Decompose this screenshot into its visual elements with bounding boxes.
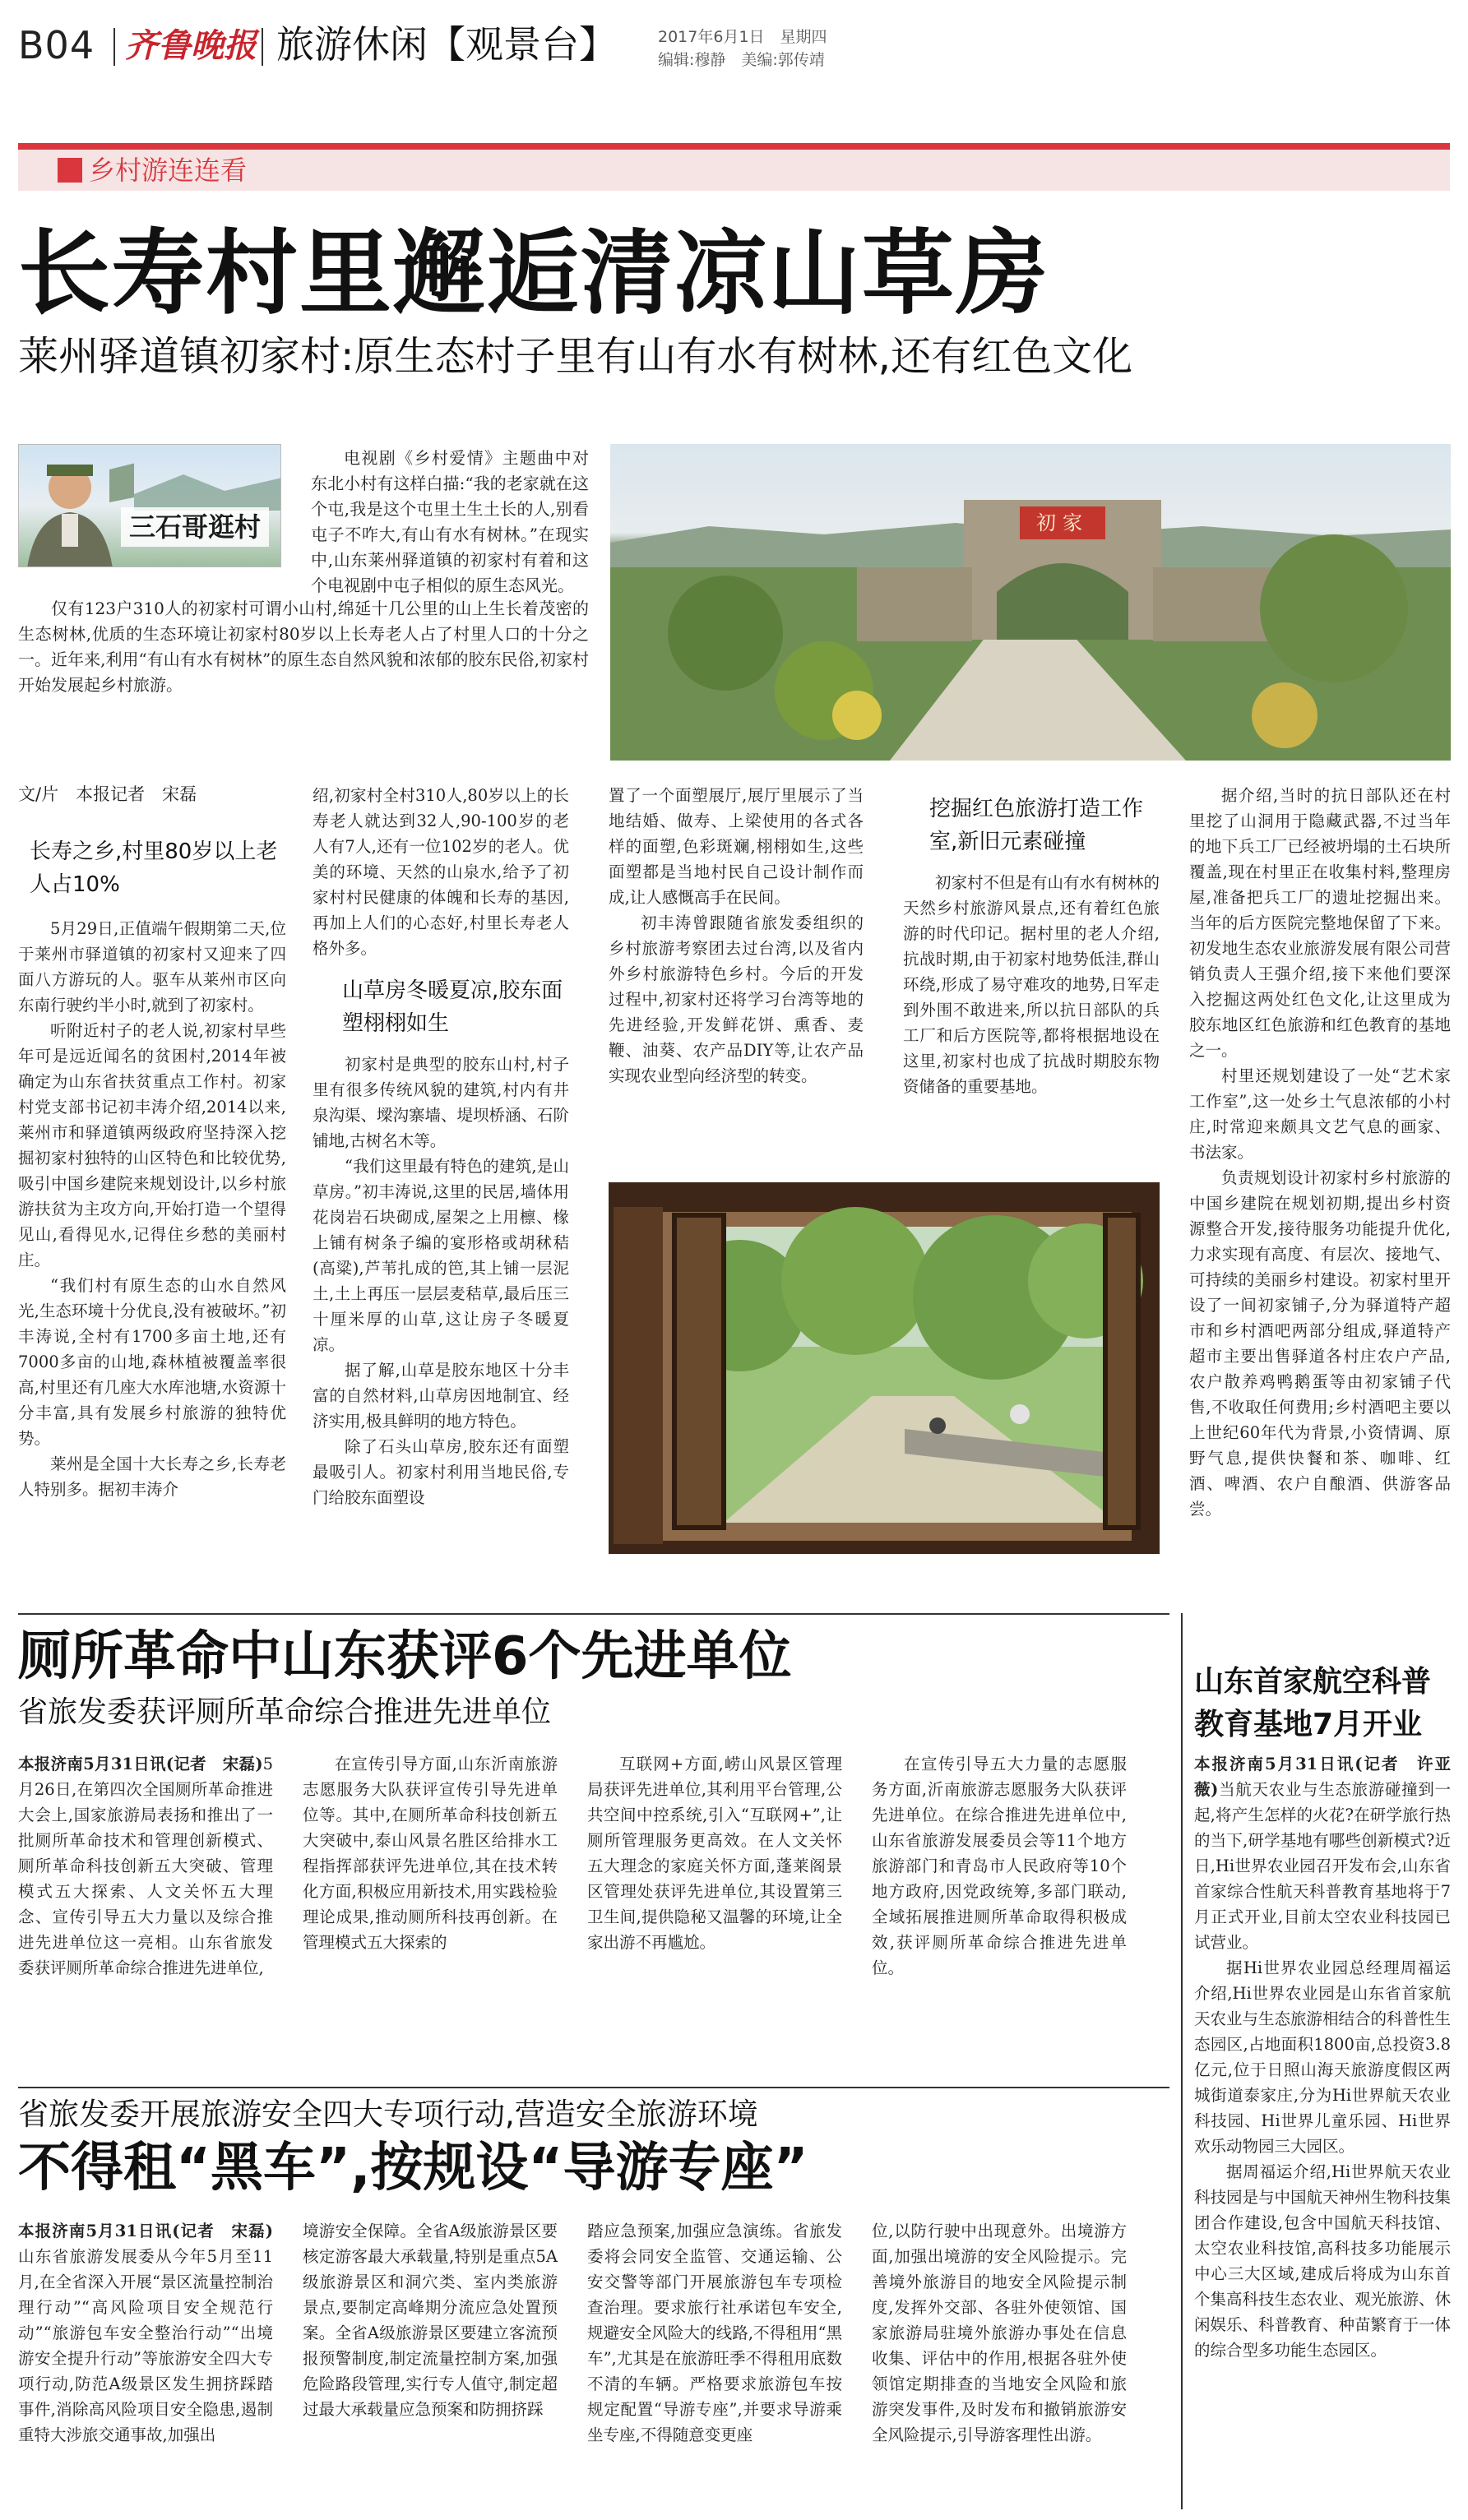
issue-date: 2017年6月1日 星期四 bbox=[658, 28, 827, 46]
window-photo-drawing bbox=[609, 1182, 1160, 1554]
subhead-red-tourism: 挖掘红色旅游打造工作室,新旧元素碰撞 bbox=[929, 797, 1144, 854]
lead-column-2 bbox=[313, 783, 569, 1510]
section-divider bbox=[18, 1613, 1169, 1615]
lead-deck: 莱州驿道镇初家村:原生态村子里有山有水有树林,还有红色文化 bbox=[18, 333, 1133, 380]
masthead-divider bbox=[113, 28, 115, 66]
toilet-deck: 省旅发委获评厕所革命综合推进先进单位 bbox=[18, 1695, 552, 1729]
paragraph: 据介绍,当时的抗日部队还在村里挖了山洞用于隐藏武器,不过当年的地下兵工厂已经被坍塌的土石块所覆盖,现在村里正在收集村料,整理房屋,准备把兵工厂的遗址挖掘出来。当年的后方医院完整地保留了下来。初发地生态农业旅游发展有限公司营销负责人王强介绍,接下来他们要深入挖掘这两处红色文化,让这里成为胶东地区红色旅游和红色教育的基地之一。 bbox=[1189, 786, 1451, 1060]
dateline: 本报济南5月31日讯(记者 宋磊) bbox=[18, 2222, 273, 2240]
safety-kicker: 省旅发委开展旅游安全四大专项行动,营造安全旅游环境 bbox=[18, 2097, 758, 2132]
paragraph: 初丰涛曾跟随省旅发委组织的乡村旅游考察团去过台湾,以及省内外乡村旅游特色乡村。今后的开发过程中,初家村还将学习台湾等地的先进经验,开发鲜花饼、熏香、麦鞭、油葵、农产品DIY等,让农产品实现农业型向经济型的转变。 bbox=[609, 913, 864, 1085]
mountain-icon bbox=[19, 445, 281, 567]
page-number: B04 bbox=[18, 23, 95, 67]
paragraph: 据周福运介绍,Hi世界航天农业科技园是与中国航天神州生物科技集团合作建设,包含中国航天科技馆、太空农业科技馆,高科技多功能展示中心三大区域,建成后将成为山东首个集高科技生态农业、观光旅游、休闲娱乐、科普教育、种苗繁育于一体的综合型多功能生态园区。 bbox=[1194, 2162, 1452, 2360]
paragraph: 据Hi世界农业园总经理周福运介绍,Hi世界农业园是山东省首家航天农业与生态旅游相结合的科普性生态园区,占地面积1800亩,总投资3.8亿元,位于日照山海天旅游度假区两城街道泰家庄,分为Hi世界航天农业科技园、Hi世界儿童乐园、Hi世界欢乐动物园三大园区。 bbox=[1194, 1958, 1452, 2156]
paragraph: 在宣传引导方面,山东沂南旅游志愿服务大队获评宣传引导先进单位等。其中,在厕所革命科技创新五大突破中,泰山风景名胜区给排水工程指挥部获评先进单位,其在技术转化方面,积极应用新技术,用实践检验理论成果,推动厕所科技再创新。在管理模式五大探索的 bbox=[303, 1755, 558, 1952]
paragraph: 境游安全保障。全省A级旅游景区要核定游客最大承载量,特别是重点5A级旅游景区和洞穴类、室内类旅游景点,要制定高峰期分流应急处置预案。全省A级旅游景区要建立客流预报预警制度,制定流量控制方案,加强危险路段管理,实行专人值守,制定超过最大承载量应急预案和防拥挤踩 bbox=[303, 2222, 558, 2419]
subhead-longevity: 长寿之乡,村里80岁以上老人占10% bbox=[30, 839, 278, 897]
tag-label: 乡村游连连看 bbox=[89, 155, 248, 186]
paragraph: 在宣传引导五大力量的志愿服务方面,沂南旅游志愿服务大队获评先进单位。在综合推进先进单位中,山东省旅游发展委员会等11个地方旅游部门和青岛市人民政府等10个地方政府,因党政统筹,多部门联动,全域拓展推进厕所革命取得积极成效,获评厕所革命综合推进先进单位。 bbox=[872, 1755, 1127, 1977]
paper-logo: 齐鲁晚报 bbox=[125, 26, 257, 65]
paragraph-text: 当航天农业与生态旅游碰撞到一起,将产生怎样的火花?在研学旅行热的当下,研学基地有哪些创新模式?近日,Hi世界农业园召开发布会,山东省首家综合性航天科普教育基地将于7月正式开业,目前太空农业科技园已试营业。 bbox=[1194, 1780, 1451, 1952]
safety-column-4 bbox=[872, 2218, 1127, 2448]
paragraph: 5月29日,正值端午假期第二天,位于莱州市驿道镇的初家村又迎来了四面八方游玩的人。驱车从莱州市区向东南行驶约半小时,就到了初家村。 bbox=[18, 919, 286, 1015]
paragraph: 互联网+方面,崂山风景区管理局获评先进单位,其利用平台管理,公共空间中控系统,引入“互联网+”,让厕所管理服务更高效。在人文关怀五大理念的家庭关怀方面,蓬莱阁景区管理处获评先进单位,其设置第三卫生间,提供隐秘又温馨的环境,让全家出游不再尴尬。 bbox=[587, 1755, 842, 1952]
window-view-photo bbox=[609, 1182, 1160, 1554]
toilet-column-3 bbox=[587, 1751, 842, 1955]
lead-column-5 bbox=[1189, 783, 1451, 1522]
tag-square bbox=[58, 158, 82, 183]
paragraph: “我们这里最有特色的建筑,是山草房。”初丰涛说,这里的民居,墙体用花岗岩石块砌成,屋架之上用檩、椽上铺有树条子编的宴形格或胡秫秸(高粱),芦苇扎成的笆,其上铺一层泥土,土上再压一层层麦秸草,最后压三十厘米厚的山草,这让房子冬暖夏凉。 bbox=[313, 1157, 569, 1354]
column-bracket-open: 【 bbox=[428, 22, 465, 67]
column-logo-text: 三石哥逛村 bbox=[121, 507, 269, 547]
masthead-divider bbox=[262, 28, 263, 66]
paragraph: 村里还规划建设了一处“艺术家工作室”,这一处乡土气息浓郁的小村庄,时常迎来颇具文艺气息的画家、书法家。 bbox=[1189, 1066, 1451, 1162]
aviation-headline: 山东首家航空科普教育基地7月开业 bbox=[1194, 1665, 1432, 1741]
paragraph: 位,以防行驶中出现意外。出境游方面,加强出境游的安全风险提示。完善境外旅游目的地安全风险提示制度,发挥外交部、各驻外使领馆、国家旅游局驻境外旅游办事处在信息收集、评估中的作用,根据各驻外使领馆定期排查的当地安全风险和旅游突发事件,及时发布和撤销旅游安全风险提示,引导游客理性出游。 bbox=[872, 2222, 1127, 2444]
paragraph-text: 5月26日,在第四次全国厕所革命推进大会上,国家旅游局表扬和推出了一批厕所革命技术和管理创新模式、厕所革命科技创新五大突破、管理模式五大探索、人文关怀五大理念、宣传引导五大力量以及综合推进先进单位这一亮相。山东省旅发委获评厕所革命综合推进先进单位, bbox=[18, 1755, 273, 1977]
paragraph: 初家村是典型的胶东山村,村子里有很多传统风貌的建筑,村内有井泉沟渠、墚沟寨墙、堤坝桥涵、石阶铺地,古树名木等。 bbox=[313, 1055, 570, 1150]
lead-column-3 bbox=[609, 783, 864, 1089]
column-logo bbox=[18, 444, 281, 567]
section-divider bbox=[18, 2087, 1169, 2088]
toilet-headline: 厕所革命中山东获评6个先进单位 bbox=[18, 1626, 792, 1687]
intro-text-1: 电视剧《乡村爱情》主题曲中对东北小村有这样白描:“我的老家就在这个屯,我是这个屯里土生土长的人,别看屯子不咋大,有山有水有树林。”在现实中,山东莱州驿道镇的初家村有着和这个电视剧中屯子相似的原生态风光。 bbox=[311, 448, 589, 595]
dateline: 本报济南5月31日讯(记者 宋磊) bbox=[18, 1755, 263, 1773]
column-name: 观景台 bbox=[465, 22, 579, 67]
column-bracket-close: 】 bbox=[579, 22, 617, 67]
paragraph: 莱州是全国十大长寿之乡,长寿老人特别多。据初丰涛介 bbox=[18, 1454, 286, 1499]
paragraph bbox=[18, 2218, 273, 2448]
gate-sign-text: 初家 bbox=[1036, 511, 1089, 534]
safety-column-2 bbox=[303, 2218, 558, 2422]
toilet-column-4 bbox=[872, 1751, 1127, 1981]
paragraph-text: 山东省旅游发展委从今年5月至11月,在全省深入开展“景区流量控制治理行动”“高风险项目安全规范行动”“旅游包车安全整治行动”“出境游安全提升行动”等旅游安全四大专项行动,防范A级景区发生拥挤踩踏事件,消除高风险项目安全隐患,遏制重特大涉旅交通事故,加强出 bbox=[18, 2247, 273, 2444]
subhead-grass-house: 山草房冬暖夏凉,胶东面塑栩栩如生 bbox=[342, 978, 563, 1036]
byline: 文/片 本报记者 宋磊 bbox=[18, 784, 197, 804]
gate-photo-drawing bbox=[610, 444, 1451, 761]
paragraph bbox=[18, 1751, 273, 1981]
intro-paragraph-1 bbox=[311, 446, 589, 599]
village-gate-photo bbox=[610, 444, 1451, 761]
paragraph: “我们村有原生态的山水自然风光,生态环境十分优良,没有被破坏。”初丰涛说,全村有1700多亩土地,还有7000多亩的山地,森林植被覆盖率很高,村里还有几座大水库池塘,水资源十分丰富,具有发展乡村旅游的独特优势。 bbox=[18, 1276, 286, 1448]
paragraph: 听附近村子的老人说,初家村早些年可是远近闻名的贫困村,2014年被确定为山东省扶贫重点工作村。初家村党支部书记初丰涛介绍,2014以来,莱州市和驿道镇两级政府坚持深入挖掘初家村独特的山区特色和比较优势,吸引中国乡建院来规划设计,以乡村旅游扶贫为主攻方向,开始打造一个望得见山,看得见水,记得住乡愁的美丽村庄。 bbox=[18, 1021, 286, 1269]
paragraph: 置了一个面塑展厅,展厅里展示了当地结婚、做寿、上梁使用的各式各样的面塑,色彩斑斓,栩栩如生,这些面塑都是当地村民自己设计制作而成,让人感慨高手在民间。 bbox=[609, 786, 864, 907]
lead-column-1 bbox=[18, 835, 286, 1502]
paragraph: 负责规划设计初家村乡村旅游的中国乡建院在规划初期,提出乡村资源整合开发,接待服务功能提升优化,力求实现有高度、有层次、接地气、可持续的美丽乡村建设。初家村里开设了一间初家铺子,分为驿道特产超市和乡村酒吧两部分组成,驿道特产超市主要出售驿道各村庄农户产品,农户散养鸡鸭鹅蛋等由初家铺子代售,不收取任何费用;乡村酒吧主要以上世纪60年代为背景,小资情调、原野气息,提供快餐和茶、咖啡、红酒、啤酒、农户自酿酒、供游客品尝。 bbox=[1189, 1168, 1451, 1519]
lead-column-4 bbox=[903, 783, 1160, 1099]
safety-column-3 bbox=[587, 2218, 842, 2448]
paragraph: 绍,初家村全村310人,80岁以上的长寿老人就达到32人,90-100岁的老人有7人,还有一位102岁的老人。优美的环境、天然的山泉水,给予了初家村村民健康的体魄和长寿的基因,再加上人们的心态好,村里长寿老人格外多。 bbox=[313, 786, 569, 958]
safety-headline: 不得租“黑车”,按规设“导游专座” bbox=[18, 2138, 808, 2199]
paragraph: 初家村不但是有山有水有树林的天然乡村旅游风景点,还有着红色旅游的时代印记。据村里的老人介绍,抗战时期,由于初家村地势低洼,群山环绕,形成了易守难攻的地势,日军走到外围不敢进来,所以抗日部队的兵工厂和后方医院等,都将根据地设在这里,初家村也成了抗战时期胶东物资储备的重要基地。 bbox=[903, 873, 1160, 1096]
intro-text-2: 仅有123户310人的初家村可谓小山村,绵延十几公里的山上生长着茂密的生态树林,优质的生态环境让初家村80岁以上长寿老人占了村里人口的十分之一。近年来,利用“有山有水有树林”的原生态自然风貌和浓郁的胶东民俗,初家村开始发展起乡村旅游。 bbox=[18, 599, 589, 695]
top-red-rule bbox=[18, 143, 1450, 150]
sidebar-rule bbox=[1181, 1613, 1183, 2509]
section-title bbox=[276, 21, 617, 67]
intro-paragraph-2 bbox=[18, 596, 589, 698]
toilet-column-1 bbox=[18, 1751, 273, 1981]
section-name: 旅游休闲 bbox=[276, 22, 428, 67]
safety-column-1 bbox=[18, 2218, 273, 2448]
aviation-column bbox=[1194, 1751, 1451, 2363]
paragraph: 据了解,山草是胶东地区十分丰富的自然材料,山草房因地制宜、经济实用,极具鲜明的地方特色。 bbox=[313, 1361, 569, 1431]
editors: 编辑:穆静 美编:郭传靖 bbox=[658, 51, 825, 69]
toilet-column-2 bbox=[303, 1751, 558, 1955]
paragraph: 除了石头山草房,胶东还有面塑最吸引人。初家村利用当地民俗,专门给胶东面塑设 bbox=[313, 1437, 569, 1507]
paragraph bbox=[1194, 1751, 1451, 1955]
dateline: 本报济南5月31日讯(记者 许亚薇) bbox=[1194, 1755, 1451, 1799]
lead-headline: 长寿村里邂逅清凉山草房 bbox=[18, 220, 1049, 327]
paragraph: 踏应急预案,加强应急演练。省旅发委将会同安全监管、交通运输、公安交警等部门开展旅游包车专项检查治理。要求旅行社承诺包车安全,规避安全风险大的线路,不得租用“黑车”,尤其是在旅游旺季不得租用底数不清的车辆。严格要求旅游包车按规定配置“导游专座”,并要求导游乘坐专座,不得随意变更座 bbox=[587, 2222, 842, 2444]
